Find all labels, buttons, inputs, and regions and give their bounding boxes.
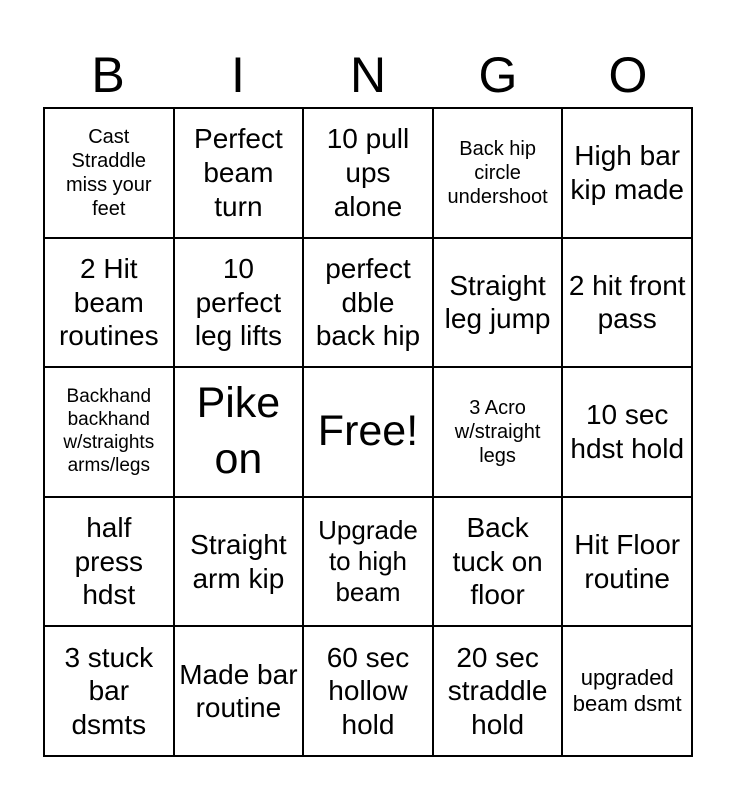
bingo-cell[interactable]	[174, 626, 304, 756]
bingo-cell[interactable]	[174, 497, 304, 627]
cell-label: 10 sec hdst hold	[570, 399, 685, 464]
bingo-cell[interactable]	[433, 108, 563, 238]
cell-label: Made bar routine	[179, 658, 298, 724]
cell-label: 60 sec hollow hold	[326, 641, 410, 740]
cell-label: Perfect beam turn	[194, 123, 283, 222]
cell-label: 20 sec straddle hold	[447, 641, 548, 740]
bingo-cell[interactable]	[433, 497, 563, 627]
bingo-cell[interactable]	[562, 626, 692, 756]
bingo-cell[interactable]	[433, 626, 563, 756]
header-letter-i: I	[231, 47, 245, 103]
bingo-cell[interactable]	[433, 367, 563, 497]
cell-label: Hit Floor routine	[574, 529, 681, 594]
cell-label: Backhand backhand w/straights arms/legs	[63, 386, 155, 476]
bingo-cell[interactable]	[174, 367, 304, 497]
cell-label: Pike on	[196, 379, 281, 483]
bingo-cell[interactable]	[303, 238, 433, 368]
cell-label: Straight arm kip	[190, 529, 287, 594]
cell-label: Straight leg jump	[444, 269, 551, 335]
free-space-cell[interactable]	[303, 367, 433, 497]
cell-label: 3 stuck bar dsmts	[64, 641, 154, 740]
cell-label: perfect dble back hip	[315, 253, 421, 352]
bingo-cell[interactable]	[44, 108, 174, 238]
bingo-cell[interactable]	[562, 367, 692, 497]
bingo-header	[43, 44, 693, 106]
cell-label: Back hip circle undershoot	[447, 137, 548, 208]
header-letter-o: O	[608, 47, 648, 103]
header-letter-b: B	[91, 47, 125, 103]
bingo-board	[43, 107, 693, 757]
header-letter-g: G	[478, 47, 518, 103]
cell-label: Upgrade to high beam	[318, 514, 418, 608]
bingo-cell[interactable]	[44, 238, 174, 368]
bingo-cell[interactable]	[562, 108, 692, 238]
bingo-cell[interactable]	[174, 108, 304, 238]
bingo-cell[interactable]	[174, 238, 304, 368]
bingo-cell[interactable]	[433, 238, 563, 368]
cell-label: 3 Acro w/straight legs	[454, 396, 541, 467]
cell-label: Cast Straddle miss your feet	[66, 125, 152, 220]
bingo-cell[interactable]	[303, 497, 433, 627]
header-letter-n: N	[349, 47, 387, 103]
cell-label: 10 perfect leg lifts	[194, 253, 282, 352]
cell-label: 2 Hit beam routines	[58, 253, 159, 352]
cell-label: Back tuck on floor	[452, 512, 543, 611]
cell-label: High bar kip made	[570, 140, 684, 205]
free-space-label: Free!	[317, 407, 419, 456]
bingo-cell[interactable]	[303, 108, 433, 238]
cell-label: upgraded beam dsmt	[572, 664, 682, 717]
cell-label: 10 pull ups alone	[326, 123, 410, 222]
cell-label: 2 hit front pass	[568, 269, 686, 335]
bingo-cell[interactable]	[44, 626, 174, 756]
bingo-cell[interactable]	[562, 238, 692, 368]
bingo-cell[interactable]	[44, 497, 174, 627]
bingo-cell[interactable]	[303, 626, 433, 756]
cell-label: half press hdst	[74, 512, 144, 611]
bingo-cell[interactable]	[44, 367, 174, 497]
bingo-cell[interactable]	[562, 497, 692, 627]
